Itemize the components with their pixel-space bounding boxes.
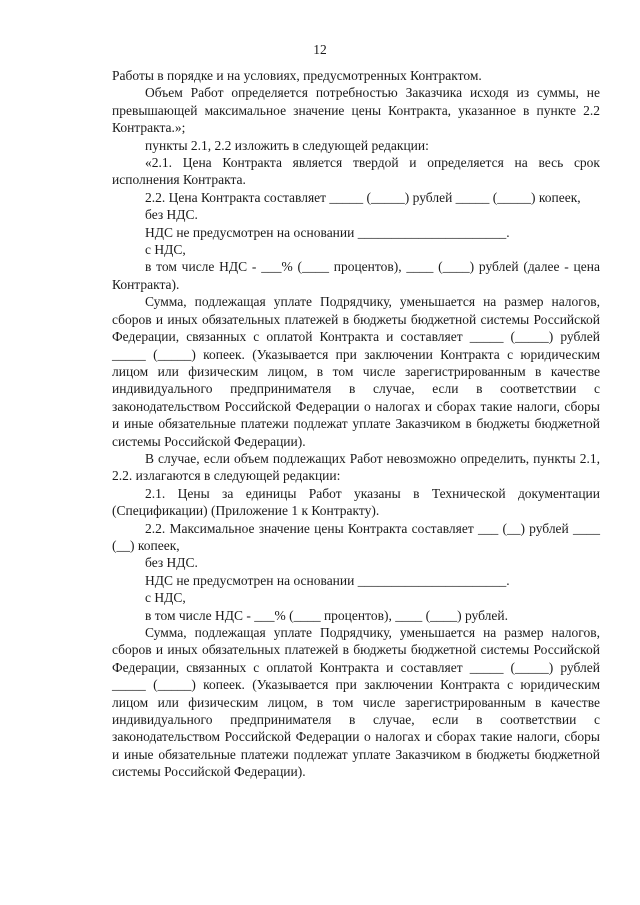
paragraph-17: в том числе НДС - ___% (____ процентов), ____ (____) рублей. [145,607,508,623]
paragraph-13: 2.2. Максимальное значение цены Контракта составляет ___ (__) рублей ____ (__) копеек, [112,520,600,553]
paragraph-11: В случае, если объем подлежащих Работ невозможно определить, пункты 2.1, 2.2. излагаются в следующей редакции: [112,450,600,484]
paragraph-2: Объем Работ определяется потребностью Заказчика исходя из суммы, не превышающей максимальное значение цены Контракта, указанное в пункте 2.2 Контракта.»; [112,85,600,136]
paragraph-9: в том числе НДС - ___% (____ процентов), ____ (____) рублей (далее - цена Контракта). [112,259,600,292]
paragraph-1: Работы в порядке и на условиях, предусмотренных Контрактом. [112,68,482,83]
page-number: 12 [313,42,327,57]
paragraph-12: 2.1. Цены за единицы Работ указаны в Технической документации (Спецификации) (Приложение 1 к Контракту). [112,485,600,519]
paragraph-6: без НДС. [145,207,198,223]
paragraph-4: «2.1. Цена Контракта является твердой и определяется на весь срок исполнения Контракта. [112,155,600,188]
paragraph-5: 2.2. Цена Контракта составляет _____ (_____) рублей _____ (_____) копеек, [145,189,581,205]
paragraph-10: Сумма, подлежащая уплате Подрядчику, уменьшается на размер налогов, сборов и иных обязательных платежей в бюджеты бюджетной системы Российской Федерации, связанных с оплатой Контракта и составляет _____ (_____) рублей _____ (_____) копеек. (Указывается при заключении Контракта с юридическим лицом или физическим лицом, в том числе зарегистрированным в качестве индивидуального предпринимателя в случае, если в соответствии с законодательством Российской Федерации о налогах и сборах такие налоги, сборы и иные обязательные платежи подлежат уплате Заказчиком в бюджеты бюджетной системы Российской Федерации). [112,294,600,449]
document-body [112,67,600,781]
paragraph-8: с НДС, [145,242,186,258]
paragraph-14: без НДС. [145,555,198,571]
paragraph-16: с НДС, [145,590,186,606]
paragraph-3: пункты 2.1, 2.2 изложить в следующей редакции: [145,137,429,153]
paragraph-7: НДС не предусмотрен на основании ______________________. [145,224,510,240]
paragraph-18: Сумма, подлежащая уплате Подрядчику, уменьшается на размер налогов, сборов и иных обязательных платежей в бюджеты бюджетной системы Российской Федерации, связанных с оплатой Контракта и составляет _____ (_____) рублей _____ (_____) копеек. (Указывается при заключении Контракта с юридическим лицом или физическим лицом, в том числе зарегистрированным в качестве индивидуального предпринимателя в случае, если в соответствии с законодательством Российской Федерации о налогах и сборах такие налоги, сборы и иные обязательные платежи подлежат уплате Заказчиком в бюджеты бюджетной системы Российской Федерации). [112,625,600,780]
paragraph-15: НДС не предусмотрен на основании ______________________. [145,572,510,588]
